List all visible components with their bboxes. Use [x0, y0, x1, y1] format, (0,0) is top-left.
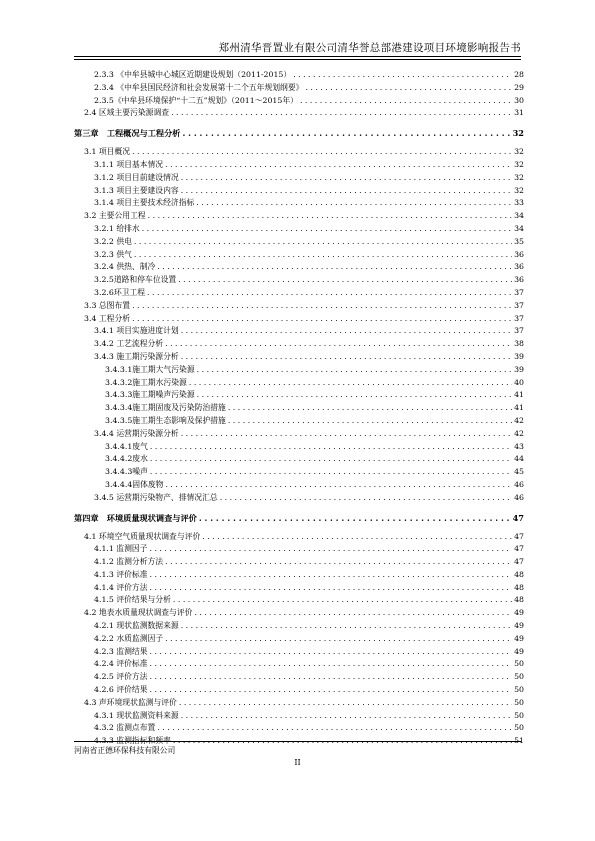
toc-leader-dots: [182, 126, 510, 140]
toc-entry-page-number: 33: [514, 198, 524, 208]
toc-leader-dots: [199, 511, 511, 525]
toc-leader-dots: [181, 351, 512, 364]
toc-leader-dots: [165, 159, 512, 172]
toc-entry[interactable]: [74, 82, 524, 95]
toc-entry-page-number: 47: [512, 512, 524, 523]
toc-entry[interactable]: [74, 236, 524, 249]
toc-leader-dots: [157, 261, 512, 274]
toc-entry[interactable]: [74, 710, 524, 723]
toc-entry-label: 3.2.1 给排水: [94, 223, 140, 233]
toc-entry-page-number: 47: [514, 544, 524, 554]
toc-entry-label: 4.1.5 评价结果与分析: [94, 595, 171, 605]
toc-leader-dots: [132, 313, 512, 326]
toc-entry[interactable]: [74, 543, 524, 556]
toc-entry[interactable]: [74, 223, 524, 236]
toc-leader-dots: [150, 582, 512, 595]
page-number: II: [294, 758, 301, 767]
toc-leader-dots: [150, 466, 512, 479]
toc-entry[interactable]: [74, 185, 524, 198]
toc-entry-label: 4.2.3 监测结果: [94, 646, 148, 656]
toc-entry-label: 4.1.1 监测因子: [94, 544, 148, 554]
toc-entry-page-number: 39: [514, 351, 524, 361]
toc-entry-label: 第四章 环境质量现状调查与评价: [74, 512, 197, 523]
toc-entry-page-number: 36: [514, 275, 524, 285]
toc-leader-dots: [194, 607, 512, 620]
toc-entry-page-number: 41: [514, 403, 524, 413]
toc-entry[interactable]: [74, 569, 524, 582]
toc-entry-page-number: 50: [514, 697, 524, 707]
toc-entry-page-number: 37: [514, 300, 524, 310]
toc-entry-label: 4.1.3 评价标准: [94, 569, 148, 579]
toc-entry-page-number: 32: [512, 128, 524, 139]
toc-leader-dots: [173, 594, 512, 607]
toc-entry-label: 3.1 项目概况: [84, 147, 131, 157]
toc-entry[interactable]: [74, 607, 524, 620]
toc-leader-dots: [171, 107, 512, 120]
toc-entry[interactable]: [74, 671, 524, 684]
toc-leader-dots: [150, 543, 512, 556]
toc-entry-page-number: 31: [514, 108, 524, 118]
toc-entry[interactable]: [74, 159, 524, 172]
toc-entry-page-number: 39: [514, 364, 524, 374]
toc-entry-label: 2.3.4 《中牟县国民经济和社会发展第十二个五年规划纲要》: [94, 82, 304, 92]
footer-divider: [74, 741, 521, 742]
toc-entry[interactable]: [74, 620, 524, 633]
toc-entry-label: 3.2.4 供热、制冷: [94, 262, 156, 272]
toc-entry[interactable]: [74, 377, 524, 390]
toc-entry-page-number: 50: [514, 672, 524, 682]
toc-entry[interactable]: [74, 287, 524, 300]
toc-entry-page-number: 51: [514, 736, 524, 746]
toc-leader-dots: [197, 389, 512, 402]
toc-entry-label: 3.2.2 供电: [94, 236, 132, 246]
toc-entry-label: 4.2.6 评价结果: [94, 685, 148, 695]
toc-entry[interactable]: [74, 633, 524, 646]
toc-entry[interactable]: [74, 441, 524, 454]
toc-entry[interactable]: [74, 402, 524, 415]
toc-leader-dots: [165, 338, 512, 351]
toc-entry-label: 2.3.5《中牟县环境保护“十二五”规划》（2011～2015年）: [94, 95, 298, 105]
toc-entry-label: 3.4.3.3施工期噪声污染源: [105, 390, 195, 400]
toc-entry[interactable]: [74, 210, 524, 223]
toc-leader-dots: [165, 633, 512, 646]
toc-entry-page-number: 30: [514, 95, 524, 105]
toc-leader-dots: [189, 377, 512, 390]
toc-entry-label: 4.3.2 监测点布置: [94, 723, 156, 733]
toc-entry-label: 3.1.2 项目目前建设情况: [94, 172, 179, 182]
toc-entry-page-number: 37: [514, 287, 524, 297]
toc-leader-dots: [178, 274, 512, 287]
toc-entry-page-number: 49: [514, 646, 524, 656]
toc-entry[interactable]: [74, 338, 524, 351]
toc-entry-label: 3.1.4 项目主要技术经济指标: [94, 198, 195, 208]
toc-leader-dots: [148, 210, 512, 223]
toc-entry-label: 4.2.5 评价方法: [94, 672, 148, 682]
toc-leader-dots: [293, 69, 512, 82]
toc-leader-dots: [181, 620, 512, 633]
toc-entry-page-number: 50: [514, 685, 524, 695]
toc-entry[interactable]: [74, 364, 524, 377]
toc-leader-dots: [181, 428, 512, 441]
toc-entry[interactable]: [74, 466, 524, 479]
toc-entry-page-number: 45: [514, 467, 524, 477]
toc-entry-label: 3.4.2 工艺流程分析: [94, 339, 164, 349]
toc-entry[interactable]: [74, 556, 524, 569]
header-divider: [74, 56, 521, 60]
toc-entry[interactable]: [74, 697, 524, 710]
toc-entry[interactable]: [74, 582, 524, 595]
toc-entry[interactable]: [74, 453, 524, 466]
toc-entry-label: 4.3.3 监测指标和频率: [94, 736, 171, 746]
toc-leader-dots: [150, 453, 512, 466]
toc-entry-label: 3.2 主要公用工程: [84, 211, 146, 221]
toc-entry-label: 3.4.3.1施工期大气污染源: [105, 364, 195, 374]
toc-entry[interactable]: [74, 197, 524, 210]
toc-entry-label: 3.4 工程分析: [84, 313, 131, 323]
document-header-title: 郑州清华晋置业有限公司清华誉总部港建设项目环境影响报告书: [218, 42, 521, 54]
toc-entry-page-number: 49: [514, 621, 524, 631]
toc-entry-page-number: 32: [514, 147, 524, 157]
toc-entry-label: 4.2.4 评价标准: [94, 659, 148, 669]
toc-leader-dots: [181, 172, 512, 185]
toc-chapter-entry[interactable]: [74, 511, 524, 525]
toc-entry-page-number: 50: [514, 710, 524, 720]
toc-entry-page-number: 43: [514, 441, 524, 451]
toc-entry[interactable]: [74, 479, 524, 492]
toc-entry[interactable]: [74, 249, 524, 262]
toc-leader-dots: [202, 531, 512, 544]
toc-entry-page-number: 41: [514, 390, 524, 400]
toc-leader-dots: [150, 671, 512, 684]
toc-leader-dots: [157, 722, 512, 735]
toc-entry-label: 4.1 环境空气质量现状调查与评价: [84, 531, 201, 541]
toc-entry-label: 4.2 地表水质量现状调查与评价: [84, 608, 193, 618]
toc-entry-label: 3.2.5道路和停车位设置: [94, 275, 177, 285]
toc-entry-page-number: 49: [514, 633, 524, 643]
toc-entry-label: 4.2.1 现状监测数据来源: [94, 621, 179, 631]
toc-entry-label: 3.3 总图布置: [84, 300, 131, 310]
toc-entry[interactable]: [74, 684, 524, 697]
toc-entry-label: 3.1.1 项目基本情况: [94, 159, 164, 169]
toc-entry-page-number: 35: [514, 236, 524, 246]
toc-entry[interactable]: [74, 325, 524, 338]
toc-entry-page-number: 36: [514, 262, 524, 272]
toc-entry-page-number: 32: [514, 185, 524, 195]
toc-entry[interactable]: [74, 428, 524, 441]
toc-leader-dots: [179, 697, 512, 710]
toc-entry-page-number: 29: [514, 82, 524, 92]
toc-entry-page-number: 49: [514, 608, 524, 618]
toc-entry[interactable]: [74, 531, 524, 544]
toc-entry-label: 3.4.3 施工期污染源分析: [94, 351, 179, 361]
toc-leader-dots: [305, 82, 512, 95]
toc-entry[interactable]: [74, 274, 524, 287]
toc-entry[interactable]: [74, 646, 524, 659]
toc-entry-page-number: 46: [514, 492, 524, 502]
toc-entry-label: 3.2.3 供气: [94, 249, 132, 259]
toc-leader-dots: [228, 402, 512, 415]
toc-leader-dots: [150, 441, 512, 454]
toc-leader-dots: [134, 236, 512, 249]
toc-entry-label: 3.4.3.4施工期固废及污染防治措施: [105, 403, 226, 413]
toc-leader-dots: [150, 658, 512, 671]
toc-entry-label: 2.4 区域主要污染源调查: [84, 108, 170, 118]
toc-entry[interactable]: [74, 313, 524, 326]
toc-leader-dots: [181, 710, 512, 723]
toc-entry-page-number: 38: [514, 339, 524, 349]
toc-entry[interactable]: [74, 69, 524, 82]
toc-leader-dots: [181, 325, 512, 338]
toc-entry-label: 3.4.3.5施工期生态影响及保护措施: [105, 415, 226, 425]
toc-entry-label: 3.4.5 运营期污染物产、排情况汇总: [94, 492, 218, 502]
toc-entry-page-number: 42: [514, 415, 524, 425]
toc-entry[interactable]: [74, 172, 524, 185]
toc-entry-page-number: 28: [514, 70, 524, 79]
toc-entry-page-number: 50: [514, 723, 524, 733]
toc-entry-page-number: 48: [514, 569, 524, 579]
toc-leader-dots: [150, 646, 512, 659]
toc-entry-page-number: 32: [514, 159, 524, 169]
toc-entry-page-number: 46: [514, 479, 524, 489]
toc-entry-label: 3.4.4 运营期污染源分析: [94, 428, 179, 438]
toc-entry-label: 4.1.2 监测分析方法: [94, 557, 164, 567]
toc-entry[interactable]: [74, 492, 524, 505]
toc-chapter-entry[interactable]: [74, 126, 524, 140]
toc-entry[interactable]: [74, 300, 524, 313]
toc-leader-dots: [300, 95, 512, 108]
toc-entry[interactable]: [74, 146, 524, 159]
toc-entry-label: 4.3.1 现状监测资料来源: [94, 710, 179, 720]
toc-entry[interactable]: [74, 389, 524, 402]
toc-leader-dots: [150, 684, 512, 697]
toc-leader-dots: [220, 492, 512, 505]
toc-leader-dots: [196, 197, 512, 210]
toc-leader-dots: [134, 249, 512, 262]
toc-entry[interactable]: [74, 351, 524, 364]
toc-entry-page-number: 34: [514, 223, 524, 233]
toc-entry[interactable]: [74, 594, 524, 607]
toc-entry[interactable]: [74, 415, 524, 428]
toc-entry-label: 第三章 工程概况与工程分析: [74, 128, 181, 139]
toc-entry-label: 4.2.2 水质监测因子: [94, 633, 164, 643]
toc-entry-label: 3.4.4.2废水: [105, 454, 148, 464]
toc-leader-dots: [181, 185, 512, 198]
toc-entry-label: 3.2.6环卫工程: [94, 287, 146, 297]
table-of-contents: [74, 69, 524, 748]
toc-entry-label: 3.4.4.3噪声: [105, 467, 148, 477]
toc-leader-dots: [165, 556, 512, 569]
toc-entry-page-number: 34: [514, 211, 524, 221]
toc-leader-dots: [165, 479, 512, 492]
toc-entry-page-number: 47: [514, 531, 524, 541]
toc-entry-page-number: 36: [514, 249, 524, 259]
toc-entry-label: 3.4.4.1废气: [105, 441, 148, 451]
toc-entry-page-number: 32: [514, 172, 524, 182]
toc-entry[interactable]: [74, 658, 524, 671]
toc-leader-dots: [132, 146, 512, 159]
toc-entry-page-number: 37: [514, 313, 524, 323]
toc-entry-page-number: 50: [514, 659, 524, 669]
toc-entry-label: 4.3 声环境现状监测与评价: [84, 697, 177, 707]
toc-leader-dots: [132, 300, 512, 313]
toc-entry-label: 3.4.3.2施工期水污染源: [105, 377, 187, 387]
toc-entry-page-number: 48: [514, 595, 524, 605]
toc-leader-dots: [150, 569, 512, 582]
toc-entry-page-number: 42: [514, 428, 524, 438]
toc-entry-page-number: 37: [514, 326, 524, 336]
toc-entry-label: 4.1.4 评价方法: [94, 582, 148, 592]
toc-entry[interactable]: [74, 722, 524, 735]
toc-entry-page-number: 48: [514, 582, 524, 592]
toc-entry[interactable]: [74, 95, 524, 108]
toc-leader-dots: [147, 287, 512, 300]
toc-entry[interactable]: [74, 261, 524, 274]
footer-organization: 河南省正德环保科技有限公司: [74, 746, 176, 755]
toc-entry-label: 3.1.3 项目主要建设内容: [94, 185, 179, 195]
toc-entry-label: 3.4.4.4固体废物: [105, 479, 164, 489]
toc-leader-dots: [197, 364, 512, 377]
toc-entry-page-number: 40: [514, 377, 524, 387]
toc-entry[interactable]: [74, 107, 524, 120]
toc-entry-label: 3.4.1 项目实施进度计划: [94, 326, 179, 336]
toc-leader-dots: [228, 415, 512, 428]
toc-entry-page-number: 44: [514, 454, 524, 464]
toc-entry-label: 2.3.3 《中牟县城中心城区近期建设规划（2011-2015）: [94, 70, 292, 79]
toc-leader-dots: [142, 223, 512, 236]
toc-entry-page-number: 47: [514, 557, 524, 567]
